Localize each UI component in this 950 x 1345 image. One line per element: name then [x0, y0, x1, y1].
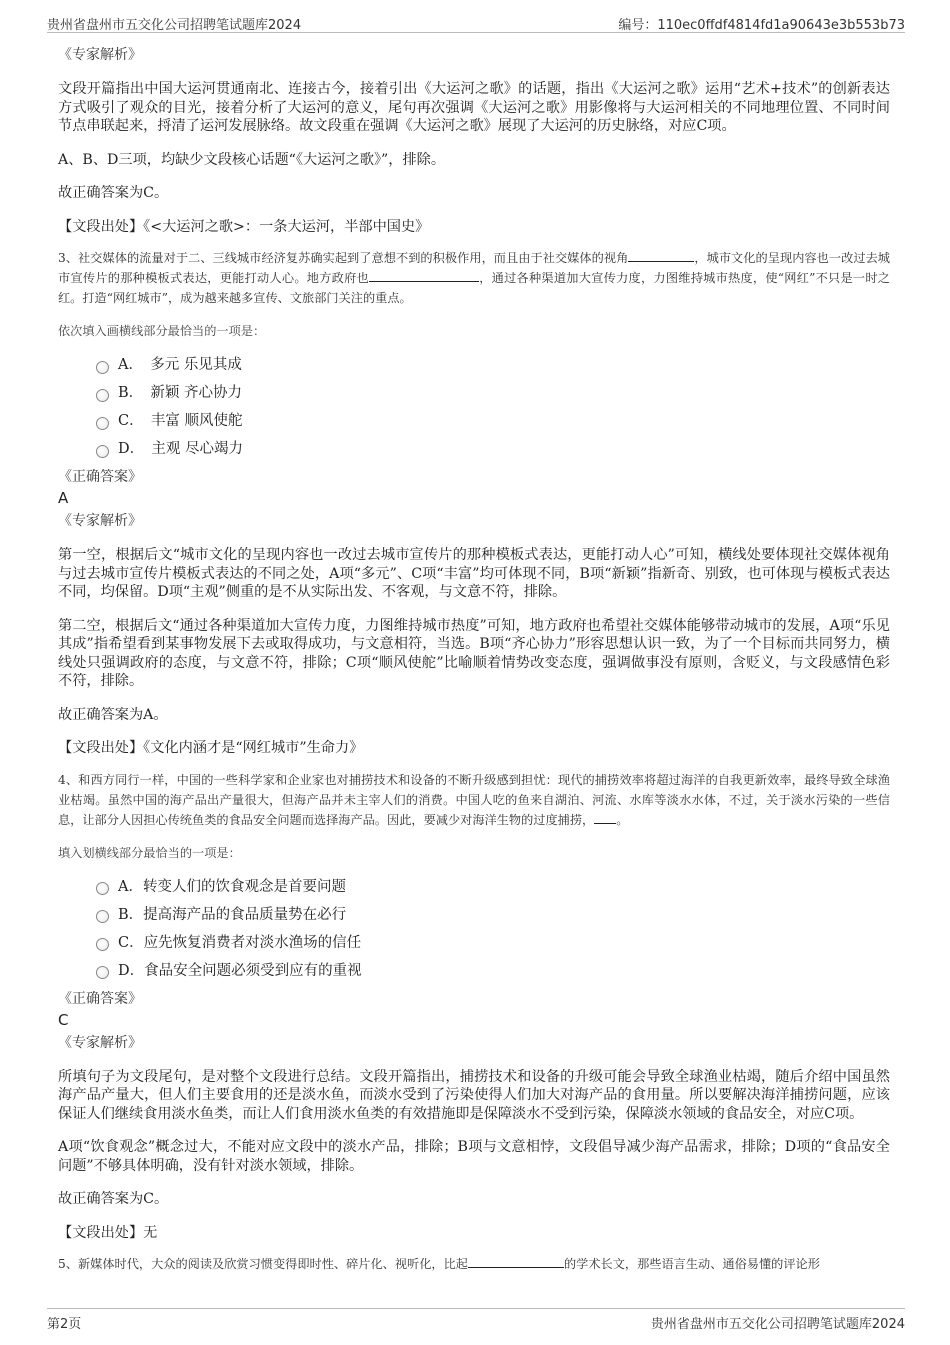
radio-icon[interactable]: [96, 417, 109, 430]
option-b[interactable]: [96, 901, 890, 929]
answer-value: C: [58, 1010, 69, 1029]
radio-icon[interactable]: [96, 361, 109, 374]
option-a[interactable]: [96, 873, 890, 901]
radio-icon[interactable]: [96, 389, 109, 402]
stem-text: 4、和西方同行一样，中国的一些科学家和企业家也对捕捞技术和设备的不断升级感到担忧：现代的捕捞效率将超过海洋的自我更新效率，最终导致全球渔业枯竭。虽然中国的海产品出产量很大，但海产品并未主宰人们的消费。中国人吃的鱼来自湖泊、河流、水库等淡水水体，不过，关于淡水污染的一些信息，让部分人因担心传统鱼类的食品安全问题而选择海产品。因此，要减少对海洋生物的过度捕捞，: [58, 772, 890, 827]
stem-text: ，城市文化的呈现内容也一改过去城市宣传片的那种模板式表达，更能打动人心。地方政府也: [58, 251, 890, 285]
option-d[interactable]: [96, 435, 890, 463]
option-list: [96, 351, 890, 463]
analysis-paragraph: 第二空，根据后文“通过各种渠道加大宣传力度，力图维持城市热度”可知，地方政府也希望社交媒体能够带动城市的发展，A项“乐见其成”指希望看到某事物发展下去或取得成功，与文意相符，当选。B项“齐心协力”形容思想认识一致，为了一个目标而共同努力，横线处只强调政府的态度，与文意不符，排除；C项“顺风使舵”比喻顺着情势改变态度，强调做事没有原则，含贬义，与文段感情色彩不符，排除。: [58, 617, 890, 689]
option-label: A．转变人们的饮食观念是首要问题: [118, 878, 346, 895]
option-c[interactable]: [96, 407, 890, 435]
page-footer: [0, 1308, 950, 1345]
conclusion: 故正确答案为C。: [58, 1191, 169, 1207]
conclusion: 故正确答案为A。: [58, 706, 168, 723]
stem-text: ，通过各种渠道加大宣传力度，力图维持城市热度，使“网红”不只是一时之红。打造“网红城市”，成为越来越多宣传、文旅部门关注的重点。: [58, 271, 890, 305]
question-stem: [58, 770, 890, 830]
page-header: [0, 0, 950, 33]
answer-value: A: [58, 489, 69, 507]
option-d[interactable]: [96, 957, 890, 985]
header-title: 贵州省盘州市五交化公司招聘笔试题库2024: [47, 18, 302, 33]
analysis-label: 《专家解析》: [58, 513, 142, 529]
option-label: D．食品安全问题必须受到应有的重视: [118, 962, 362, 979]
option-list: [96, 873, 890, 985]
option-b[interactable]: [96, 379, 890, 407]
answer-label: 《正确答案》: [58, 990, 142, 1007]
page-content: [58, 42, 890, 1274]
blank-line: [369, 269, 479, 282]
blank-line: [628, 249, 694, 262]
question-instruction: 填入划横线部分最恰当的一项是：: [58, 845, 241, 860]
source-citation: 【文段出处】无: [58, 1224, 158, 1241]
radio-icon[interactable]: [96, 882, 109, 895]
stem-text: 的学术长文，那些语言生动、通俗易懂的评论形: [563, 1257, 820, 1271]
page-number: 第2页: [47, 1317, 82, 1332]
analysis-paragraph: 文段开篇指出中国大运河贯通南北、连接古今，接着引出《大运河之歌》的话题，指出《大运河之歌》运用“艺术+技术”的创新表达方式吸引了观众的目光，接着分析了大运河的意义，尾句再次强调《大运河之歌》用影像将与大运河相关的不同地理位置、不同时间节点串联起来，捋清了运河发展脉络。故文段重在强调《大运河之歌》展现了大运河的历史脉络，对应C项。: [58, 81, 890, 134]
analysis-label: 《专家解析》: [58, 1034, 142, 1051]
radio-icon[interactable]: [96, 938, 109, 951]
radio-icon[interactable]: [96, 910, 109, 923]
header-divider: [47, 32, 905, 33]
option-label: D． 主观 尽心竭力: [118, 441, 243, 457]
question-stem: [58, 1254, 890, 1274]
question-instruction: 依次填入画横线部分最恰当的一项是：: [58, 324, 266, 338]
stem-text: 。: [616, 812, 629, 827]
analysis-paragraph: 所填句子为文段尾句，是对整个文段进行总结。文段开篇指出，捕捞技术和设备的升级可能会导致全球渔业枯竭，随后介绍中国虽然海产品产量大，但人们主要食用的还是淡水鱼，而淡水受到了污染使得人们加大对海产品的食用量。所以要解决海洋捕捞问题，应该保证人们继续食用淡水鱼类，而让人们食用淡水鱼类的有效措施即是保障淡水不受到污染，保障淡水领域的食品安全，对应C项。: [58, 1068, 890, 1122]
answer-label: 《正确答案》: [58, 469, 142, 485]
stem-text: 5、新媒体时代，大众的阅读及欣赏习惯变得即时性、碎片化、视听化，比起: [58, 1257, 468, 1271]
option-c[interactable]: [96, 929, 890, 957]
blank-line: [468, 1255, 564, 1268]
option-label: A． 多元 乐见其成: [118, 357, 242, 373]
source-citation: 【文段出处】《文化内涵才是“网红城市”生命力》: [58, 740, 364, 756]
option-a[interactable]: [96, 351, 890, 379]
header-serial: 编号：110ec0ffdf4814fd1a90643e3b553b73: [618, 18, 905, 33]
footer-divider: [47, 1308, 905, 1309]
source-citation: 【文段出处】《<大运河之歌>：一条大运河，半部中国史》: [58, 218, 430, 235]
stem-text: 3、社交媒体的流量对于二、三线城市经济复苏确实起到了意想不到的积极作用，而且由于社交媒体的视角: [58, 251, 629, 265]
analysis-paragraph: 第一空，根据后文“城市文化的呈现内容也一改过去城市宣传片的那种模板式表达，更能打动人心”可知，横线处要体现社交媒体视角与过去城市宣传片模板式表达的不同之处，A项“多元”、C项“丰富”均可体现不同，B项“新颖”指新奇、别致，也可体现与模板式表达不同，均保留。D项“主观”侧重的是不从实际出发、不客观，与文意不符，排除。: [58, 547, 890, 600]
option-label: C． 丰富 顺风使舵: [118, 413, 243, 429]
option-label: C．应先恢复消费者对淡水渔场的信任: [118, 934, 362, 951]
option-label: B． 新颖 齐心协力: [118, 385, 243, 401]
analysis-paragraph: A、B、D三项，均缺少文段核心话题“《大运河之歌》”，排除。: [58, 151, 446, 168]
blank-line: [594, 811, 616, 824]
analysis-paragraph: A项“饮食观念”概念过大，不能对应文段中的淡水产品，排除；B项与文意相悖，文段倡导减少海产品需求，排除；D项的“食品安全问题”不够具体明确，没有针对淡水领域，排除。: [58, 1139, 890, 1174]
conclusion: 故正确答案为C。: [58, 185, 169, 201]
footer-title: 贵州省盘州市五交化公司招聘笔试题库2024: [650, 1317, 905, 1332]
radio-icon[interactable]: [96, 445, 109, 458]
question-stem: [58, 248, 890, 308]
analysis-label: 《专家解析》: [58, 47, 142, 63]
radio-icon[interactable]: [96, 966, 109, 979]
option-label: B．提高海产品的食品质量势在必行: [118, 906, 347, 923]
